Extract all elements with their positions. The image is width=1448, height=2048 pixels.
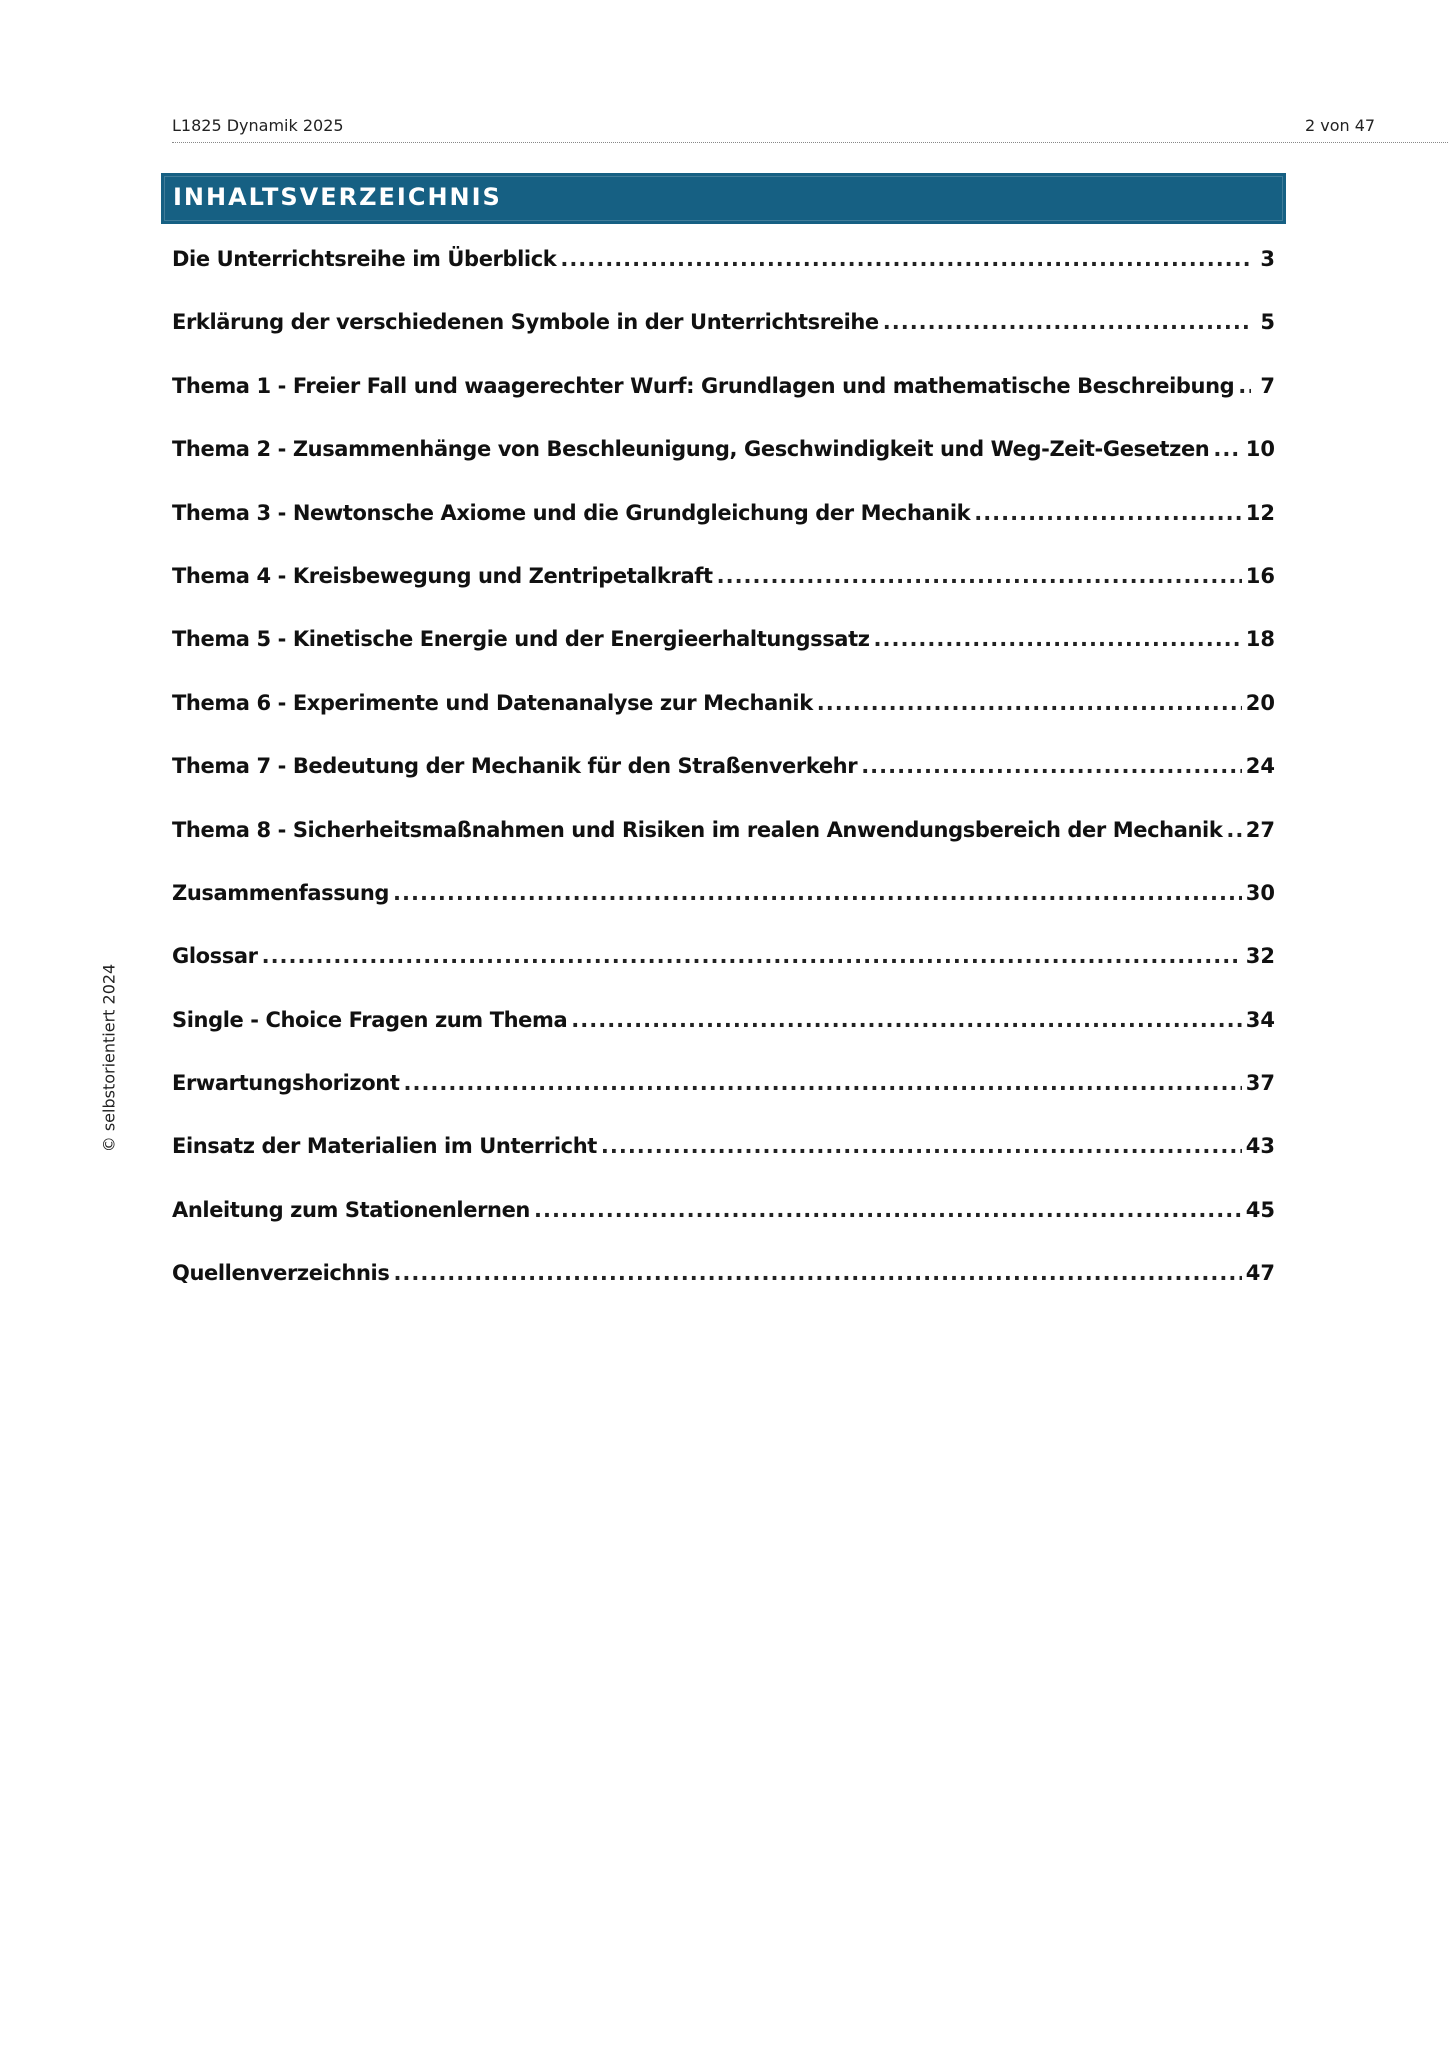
page-indicator: 2 von 47 bbox=[1305, 116, 1376, 135]
toc-dot-leader bbox=[874, 627, 1242, 651]
toc-entry-page: 32 bbox=[1245, 944, 1275, 969]
toc-dot-leader bbox=[403, 1071, 1241, 1095]
toc-entry[interactable] bbox=[172, 944, 1275, 1007]
toc-dot-leader bbox=[717, 564, 1242, 588]
document-title: L1825 Dynamik 2025 bbox=[172, 116, 344, 135]
toc-entry-page: 20 bbox=[1245, 690, 1275, 715]
toc-entry-title: Quellenverzeichnis bbox=[172, 1261, 390, 1286]
toc-dot-leader bbox=[817, 691, 1242, 715]
toc-entry[interactable] bbox=[172, 1071, 1275, 1134]
toc-dot-leader bbox=[1213, 437, 1241, 461]
toc-entry[interactable] bbox=[172, 437, 1275, 500]
toc-entry[interactable] bbox=[172, 564, 1275, 627]
toc-entry-title: Einsatz der Materialien im Unterricht bbox=[172, 1134, 597, 1159]
toc-entry-title: Glossar bbox=[172, 944, 258, 969]
toc-entry-page: 34 bbox=[1245, 1007, 1275, 1032]
copyright-notice: © selbstorientiert 2024 bbox=[99, 963, 119, 1153]
toc-entry-page: 7 bbox=[1260, 373, 1275, 398]
toc-entry-title: Thema 1 - Freier Fall und waagerechter Wurf: Grundlagen und mathematische Beschreibung bbox=[172, 373, 1235, 398]
toc-entry-page: 10 bbox=[1245, 437, 1275, 462]
toc-entry[interactable] bbox=[172, 1261, 1275, 1324]
toc-entry-page: 24 bbox=[1245, 754, 1275, 779]
toc-dot-leader bbox=[861, 754, 1242, 778]
toc-entry-title: Single - Choice Fragen zum Thema bbox=[172, 1007, 568, 1032]
toc-entry[interactable] bbox=[172, 374, 1275, 437]
toc-entry-title: Die Unterrichtsreihe im Überblick bbox=[172, 247, 557, 271]
toc-entry-page: 27 bbox=[1245, 817, 1275, 842]
toc-dot-leader bbox=[974, 501, 1242, 525]
toc-dot-leader bbox=[393, 1261, 1241, 1285]
toc-entry-title: Thema 4 - Kreisbewegung und Zentripetalkraft bbox=[172, 563, 713, 588]
toc-dot-leader bbox=[1238, 374, 1251, 398]
toc-entry-title: Thema 3 - Newtonsche Axiome und die Grundgleichung der Mechanik bbox=[172, 500, 971, 525]
toc-dot-leader bbox=[571, 1008, 1241, 1032]
toc-entry-title: Thema 6 - Experimente und Datenanalyse zur Mechanik bbox=[172, 690, 813, 715]
toc-entry-page: 37 bbox=[1245, 1071, 1275, 1096]
toc-entry-title: Erklärung der verschiedenen Symbole in der Unterrichtsreihe bbox=[172, 310, 879, 335]
toc-entry[interactable] bbox=[172, 1008, 1275, 1071]
toc-heading-banner bbox=[161, 173, 1286, 224]
toc-entry-title: Thema 7 - Bedeutung der Mechanik für den Straßenverkehr bbox=[172, 754, 858, 779]
toc-entry-title: Anleitung zum Stationenlernen bbox=[172, 1197, 530, 1222]
toc-entry-page: 45 bbox=[1245, 1197, 1275, 1222]
toc-entry-page: 43 bbox=[1245, 1134, 1275, 1159]
toc-heading: INHALTSVERZEICHNIS bbox=[173, 183, 502, 211]
toc-entry[interactable] bbox=[172, 501, 1275, 564]
toc-entry[interactable] bbox=[172, 881, 1275, 944]
toc-entry-title: Erwartungshorizont bbox=[172, 1071, 400, 1096]
toc-dot-leader bbox=[1226, 818, 1241, 842]
toc-dot-leader bbox=[534, 1198, 1242, 1222]
toc-dot-leader bbox=[883, 310, 1251, 334]
toc-entry-page: 18 bbox=[1245, 627, 1275, 652]
toc-entry[interactable] bbox=[172, 310, 1275, 373]
toc-entry-page: 12 bbox=[1245, 500, 1275, 525]
table-of-contents bbox=[172, 247, 1275, 1325]
toc-entry-page: 3 bbox=[1260, 247, 1275, 271]
toc-dot-leader bbox=[601, 1134, 1242, 1158]
toc-entry[interactable] bbox=[172, 818, 1275, 881]
toc-dot-leader bbox=[262, 944, 1242, 968]
toc-entry-title: Thema 8 - Sicherheitsmaßnahmen und Risiken im realen Anwendungsbereich der Mechanik bbox=[172, 817, 1223, 842]
toc-dot-leader bbox=[560, 247, 1251, 271]
toc-entry-page: 30 bbox=[1245, 880, 1275, 905]
toc-entry-title: Zusammenfassung bbox=[172, 880, 390, 905]
toc-dot-leader bbox=[393, 881, 1242, 905]
toc-entry-title: Thema 5 - Kinetische Energie und der Energieerhaltungssatz bbox=[172, 627, 870, 652]
toc-entry[interactable] bbox=[172, 1134, 1275, 1197]
page-header bbox=[172, 116, 1448, 143]
toc-entry-page: 16 bbox=[1245, 563, 1275, 588]
toc-entry-page: 5 bbox=[1260, 310, 1275, 335]
toc-entry[interactable] bbox=[172, 754, 1275, 817]
toc-entry[interactable] bbox=[172, 1198, 1275, 1261]
toc-entry-page: 47 bbox=[1245, 1261, 1275, 1286]
toc-entry[interactable] bbox=[172, 691, 1275, 754]
toc-entry[interactable] bbox=[172, 627, 1275, 690]
toc-entry-title: Thema 2 - Zusammenhänge von Beschleunigung, Geschwindigkeit und Weg-Zeit-Gesetzen bbox=[172, 437, 1210, 462]
toc-entry[interactable] bbox=[172, 247, 1275, 310]
